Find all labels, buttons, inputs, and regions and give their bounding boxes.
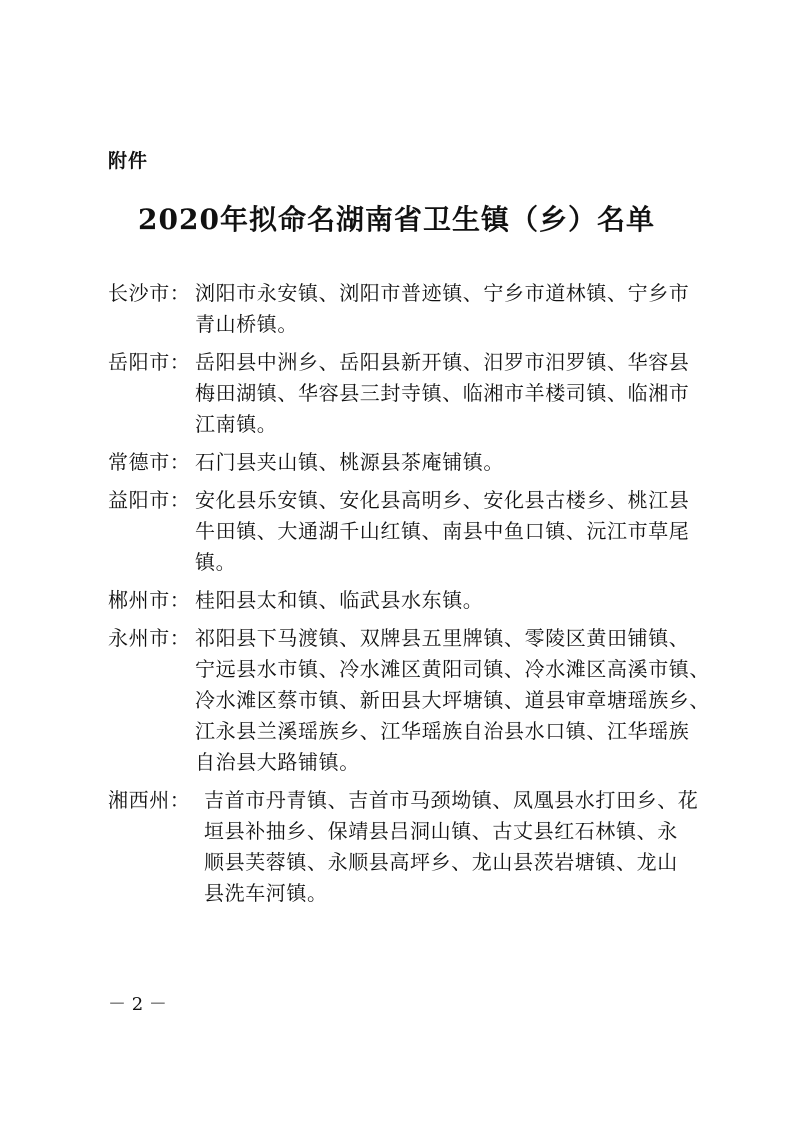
document-title: 2020年拟命名湖南省卫生镇（乡）名单	[138, 203, 655, 236]
town-line: 自治县大路铺镇。	[195, 750, 360, 774]
attachment-label: 附件	[108, 150, 149, 172]
region-list	[108, 278, 708, 916]
town-line: 镇。	[195, 550, 237, 574]
region-name: 益阳市：	[108, 488, 191, 512]
town-line: 吉首市丹青镇、吉首市马颈坳镇、凤凰县水打田乡、花	[204, 788, 699, 812]
region-entry-changsha	[108, 278, 708, 340]
region-towns	[204, 785, 708, 909]
town-line: 牛田镇、大通湖千山红镇、南县中鱼口镇、沅江市草尾	[195, 519, 690, 543]
region-towns	[195, 485, 708, 578]
region-towns	[195, 278, 708, 340]
town-line: 梅田湖镇、华容县三封寺镇、临湘市羊楼司镇、临湘市	[195, 381, 690, 405]
town-line: 江南镇。	[195, 412, 278, 436]
town-line: 顺县芙蓉镇、永顺县高坪乡、龙山县茨岩塘镇、龙山	[204, 850, 678, 874]
town-line: 县洗车河镇。	[204, 881, 328, 905]
region-name: 岳阳市：	[108, 350, 191, 374]
region-name: 永州市：	[108, 626, 191, 650]
region-entry-yongzhou	[108, 623, 708, 778]
town-line: 浏阳市永安镇、浏阳市普迹镇、宁乡市道林镇、宁乡市	[195, 281, 690, 305]
region-towns	[195, 585, 708, 616]
town-line: 垣县补抽乡、保靖县吕洞山镇、古丈县红石林镇、永	[204, 819, 678, 843]
region-towns	[195, 347, 708, 440]
region-entry-yiyang	[108, 485, 708, 578]
town-line: 青山桥镇。	[195, 312, 298, 336]
region-entry-yueyang	[108, 347, 708, 440]
region-name: 常德市：	[108, 450, 191, 474]
town-line: 祁阳县下马渡镇、双牌县五里牌镇、零陵区黄田铺镇、	[195, 626, 690, 650]
region-name: 郴州市：	[108, 588, 191, 612]
region-entry-changde	[108, 447, 708, 478]
region-towns	[195, 447, 708, 478]
region-towns	[195, 623, 708, 778]
region-name: 湘西州：	[108, 788, 191, 812]
town-line: 岳阳县中洲乡、岳阳县新开镇、汨罗市汨罗镇、华容县	[195, 350, 690, 374]
town-line: 江永县兰溪瑶族乡、江华瑶族自治县水口镇、江华瑶族	[195, 719, 690, 743]
town-line: 桂阳县太和镇、临武县水东镇。	[195, 588, 484, 612]
region-name: 长沙市：	[108, 281, 191, 305]
town-line: 宁远县水市镇、冷水滩区黄阳司镇、冷水滩区高溪市镇、	[195, 657, 710, 681]
town-line: 冷水滩区蔡市镇、新田县大坪塘镇、道县审章塘瑶族乡、	[195, 688, 710, 712]
page-number: － 2 －	[108, 994, 167, 1015]
town-line: 石门县夹山镇、桃源县茶庵铺镇。	[195, 450, 504, 474]
region-entry-chenzhou	[108, 585, 708, 616]
region-entry-xiangxi	[108, 785, 708, 909]
town-line: 安化县乐安镇、安化县高明乡、安化县古楼乡、桃江县	[195, 488, 690, 512]
